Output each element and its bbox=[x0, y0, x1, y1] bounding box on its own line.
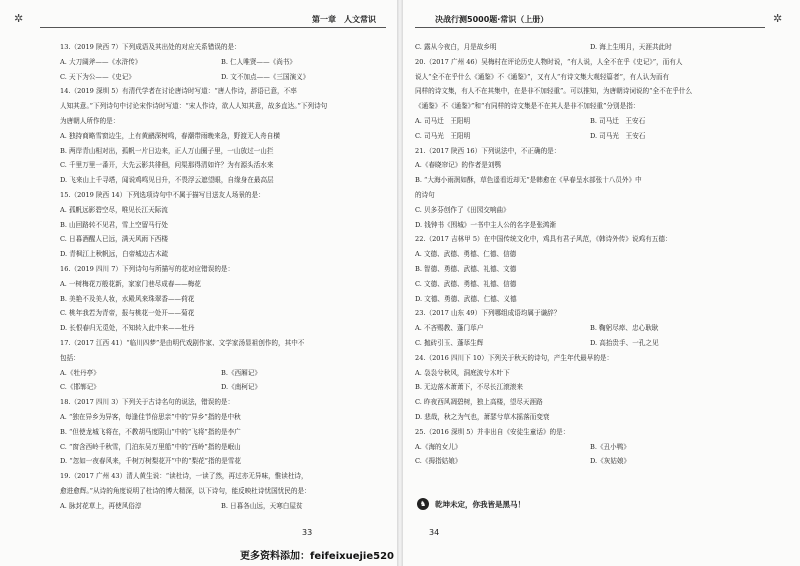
option: C.《拇指姑娘》 bbox=[415, 457, 462, 466]
question-line: 说人“全不在乎什么《通鉴》不《通鉴》”，又有人“有诗文集大观轻篇者”，有人认为而有 bbox=[415, 72, 670, 81]
page-number: 33 bbox=[302, 528, 313, 537]
option-line: B. 两岸青山相对出，孤帆一片日边来，正人万山圈子里，一山放过一山拦 bbox=[60, 146, 274, 155]
question-line: 包括： bbox=[60, 353, 80, 362]
option-line: D. 飞来山上千寻塔，闻说鸡鸣见日升，不畏浮云遮望眼，自缘身在最高层 bbox=[60, 176, 274, 185]
option-line: D. “忽如一夜春风来，千树万树梨花开”中的“梨花”指的是雪花 bbox=[60, 457, 241, 466]
question-line: 《通鉴》不《通鉴》”和“有同样的诗文集是不在其人是非不加轻重”分别是指： bbox=[415, 102, 640, 111]
options-row bbox=[60, 70, 382, 85]
pin-icon: ✲ bbox=[773, 12, 783, 25]
option-line: C. 昨夜西风凋碧树，独上高楼，望尽天涯路 bbox=[415, 398, 543, 407]
question-line: 21.（2017 陕西 16）下列说法中，不正确的是： bbox=[415, 146, 561, 155]
question-line: 18.（2017 四川 3）下列关于古诗名句的说法，错误的是： bbox=[60, 398, 235, 407]
option: C.《邯郸记》 bbox=[60, 383, 100, 392]
option: D. 高抬贵手、一孔之见 bbox=[590, 338, 659, 347]
question-line: 同样的诗文集，有人不在其集中，在是非不加轻重”。可以推知，为唐朝诗词说的“全不在乎什么 bbox=[415, 87, 693, 96]
option-line: A. 独持商略雪窗边生，上有黄鹂深树鸣，春潮带雨晚来急，野渡无人舟自横 bbox=[60, 131, 280, 140]
option-line: C. 日暮酒醒人已远，满天风雨下西楼 bbox=[60, 235, 168, 244]
left-header bbox=[40, 13, 386, 28]
footer-contact: 更多资料添加：feifeixuejie520 bbox=[240, 551, 394, 562]
options-row bbox=[415, 440, 765, 455]
question-line: 14.（2019 深圳 5）有清代学者在讨论唐诗时写道：“唐人作诗，辞语已意，不率 bbox=[60, 87, 297, 96]
options-row bbox=[60, 380, 382, 395]
right-header-title: 决战行测5000题·常识（上册） bbox=[435, 15, 549, 24]
option-line: B. 美艳不及美人妆，水殿风来珠翠香——荷花 bbox=[60, 294, 195, 303]
option: B. 仁人唯贤——《尚书》 bbox=[221, 57, 296, 66]
question-line: 为唐朝人所作的是： bbox=[60, 116, 120, 125]
question-line: 19.（2017 广州 43）清人黄生说：“读杜诗，一读了然，再过亦无异味，惟读杜诗， bbox=[60, 472, 308, 481]
pin-icon: ✲ bbox=[14, 12, 24, 25]
left-column bbox=[60, 40, 382, 514]
option-line: C. 文德、武德、勇德、礼德、信德 bbox=[415, 279, 517, 288]
option: A.《海的女儿》 bbox=[415, 442, 462, 451]
option: C. 抛砖引玉、蓬荜生辉 bbox=[415, 338, 484, 347]
question-line: 22.（2017 吉林甲 5）在中国传统文化中，鸡具有君子风范，《韩诗外传》说鸡有五德： bbox=[415, 235, 672, 244]
option: A. 不吝赐教、蓬门荜户 bbox=[415, 324, 484, 333]
option-line: C. 千里万里一番开，大先云影共徘徊，问渠那得清如许？为有源头活水来 bbox=[60, 161, 274, 170]
question-line: 13.（2019 陕西 7）下列成语及其出处的对应关系错误的是： bbox=[60, 43, 241, 51]
question-line: 人知其意。”下列诗句中讨论宋作诗时写道：“宋人作诗，欲人人知其意，故多直达。”下列诗句 bbox=[60, 102, 328, 111]
right-column bbox=[415, 40, 765, 469]
question-line: 16.（2019 四川 7）下列诗句与所描写的花对应错误的是： bbox=[60, 264, 235, 273]
horse-icon: ♞ bbox=[417, 498, 429, 510]
option-line: B. “但使龙城飞将在，不教胡马度阴山”中的“飞将”指的是李广 bbox=[60, 427, 241, 436]
question-line: 25.（2016 深圳 5）并非出自《安徒生童话》的是： bbox=[415, 427, 570, 436]
options-row bbox=[60, 499, 382, 514]
option: A.《牡丹亭》 bbox=[60, 368, 100, 377]
option-line: C. 贝多芬创作了《田园交响曲》 bbox=[415, 205, 510, 214]
option-line: D. 钱钟书《围城》一书中主人公的名字是张鸿渐 bbox=[415, 220, 557, 229]
option-line: A. 袅袅兮秋风，洞庭波兮木叶下 bbox=[415, 368, 510, 377]
option-line: D. 悲哉，秋之为气也，萧瑟兮草木摇落而变衰 bbox=[415, 412, 550, 421]
options-row bbox=[415, 454, 765, 469]
option-line: A.《春晓帘记》的作者是刘鹗 bbox=[415, 161, 501, 170]
option: C. 司马光 王阳明 bbox=[415, 131, 471, 140]
question-line: 20.（2017 广州 46）吴梅村在评论历史人物时说，“有人说，人全不在乎《史记》”，而有人 bbox=[415, 57, 683, 66]
option: A. 脉封花草上，再使风俗淳 bbox=[60, 501, 142, 510]
option-line: A. “独在异乡为异客，每逢佳节倍思亲”中的“异乡”指的是中秋 bbox=[60, 412, 241, 421]
options-row bbox=[415, 40, 765, 55]
options-row bbox=[60, 55, 382, 70]
option: B.《西厢记》 bbox=[221, 368, 261, 377]
option: D. 文不加点——《三国演义》 bbox=[221, 72, 310, 81]
option: D. 海上生明月，天涯共此时 bbox=[590, 43, 672, 51]
options-row bbox=[415, 114, 765, 129]
option-line: C. 桃年我若为青帝，报与桃花一处开——菊花 bbox=[60, 309, 195, 318]
option: D.《灰姑娘》 bbox=[590, 457, 631, 466]
right-header bbox=[415, 13, 765, 28]
option-line: B. 无边落木萧萧下，不尽长江滚滚来 bbox=[415, 383, 523, 392]
options-row bbox=[415, 321, 765, 336]
page-number: 34 bbox=[429, 528, 440, 537]
option: A. 大刀阔斧——《水浒传》 bbox=[60, 57, 142, 66]
question-line: 17.（2017 江西 41）“临川四梦”是由明代戏剧作家、文学家汤显祖创作的，其中不 bbox=[60, 338, 305, 347]
option: C. 天下为公——《史记》 bbox=[60, 72, 135, 81]
options-row bbox=[60, 366, 382, 381]
left-page bbox=[0, 0, 397, 566]
option: D.《南柯记》 bbox=[221, 383, 262, 392]
option: B. 司马迁 王安石 bbox=[590, 116, 646, 125]
option: B. 鞠躬尽瘁、忠心耿耿 bbox=[590, 324, 659, 333]
option-line: B. “大海小雨润如酥，草色遥看近却无”是韩愈在《早春呈水部张十八员外》中 bbox=[415, 176, 642, 185]
option-line: C. “窗含西岭千秋雪，门泊东吴万里船”中的“西岭”指的是岷山 bbox=[60, 442, 241, 451]
option: A. 司马迁 王阳明 bbox=[415, 116, 471, 125]
option-line: B. 山回路转不见君，雪上空留马行处 bbox=[60, 220, 168, 229]
option-line: D. 文德、勇德、武德、仁德、义德 bbox=[415, 294, 517, 303]
option-line: A. 一树梅花万般花新，家家门巷尽成春——梅花 bbox=[60, 279, 201, 288]
right-page bbox=[403, 0, 800, 566]
option-line: 的诗句 bbox=[415, 190, 435, 199]
slogan-banner bbox=[417, 498, 525, 510]
option-line: A. 孤帆远影碧空尽，唯见长江天际流 bbox=[60, 205, 168, 214]
option-line: B. 智德、勇德、武德、礼德、文德 bbox=[415, 264, 517, 273]
question-line: 愈进愈辉。”从诗的角度说明了杜诗的博大精深，以下诗句，能反映杜诗忧国忧民的是： bbox=[60, 486, 311, 495]
option-line: D. 青枫江上秋帆远，白帝城边古木疏 bbox=[60, 250, 169, 259]
option-line: D. 长恨春归无觅处，不知转入此中来——牡丹 bbox=[60, 324, 195, 333]
question-line: 15.（2019 陕西 14）下列选项诗句中不属于描写目送友人场景的是： bbox=[60, 190, 265, 199]
left-header-title: 第一章 人文常识 bbox=[312, 15, 376, 24]
question-line: 23.（2017 山东 49）下列哪组成语均属于谦辞？ bbox=[415, 309, 561, 318]
option: B.《丑小鸭》 bbox=[590, 442, 630, 451]
option-line: A. 文德、武德、勇德、仁德、信德 bbox=[415, 250, 517, 259]
options-row bbox=[415, 129, 765, 144]
slogan-text: 乾坤未定，你我皆是黑马！ bbox=[435, 499, 525, 509]
options-row bbox=[415, 336, 765, 351]
option: C. 露从今夜白，月是故乡明 bbox=[415, 43, 497, 51]
question-line: 24.（2016 四川下 10）下列关于秋天的诗句，产生年代最早的是： bbox=[415, 353, 614, 362]
option: B. 日暮各山远，天寒白屋贫 bbox=[221, 501, 303, 510]
option: D. 司马光 王安石 bbox=[590, 131, 646, 140]
